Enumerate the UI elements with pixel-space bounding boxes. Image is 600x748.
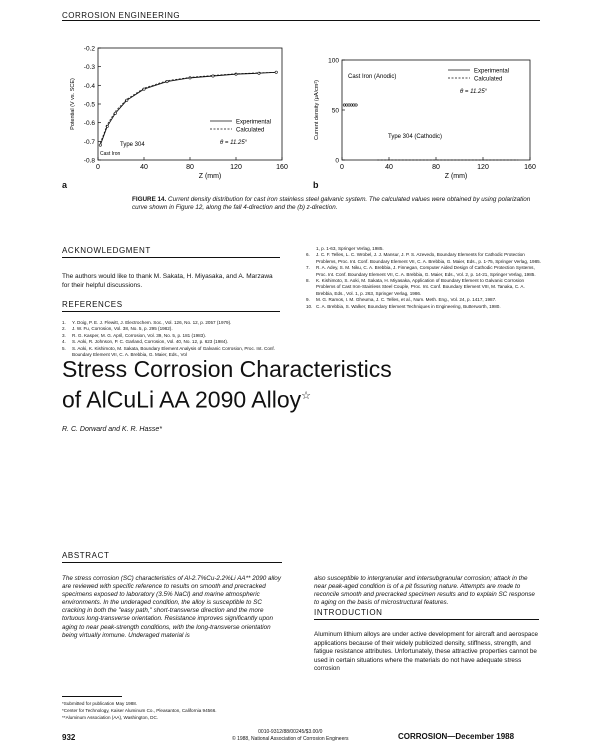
header-rule bbox=[62, 20, 540, 21]
x-tick-label: 160 bbox=[524, 164, 536, 171]
y-tick-label: -0.7 bbox=[83, 138, 95, 146]
reference-text: R. G. Kasper, M. G. April, Corrosion, Vol. 39, No. 5, p. 181 (1983). bbox=[72, 332, 207, 338]
reference-text: Y. Doig, P. E. J. Flewitt, J. Electrochem. Soc., Vol. 126, No. 12, p. 2057 (1979). bbox=[72, 320, 232, 325]
chart-annotation: Type 304 bbox=[120, 142, 145, 148]
figure-caption bbox=[132, 196, 532, 212]
figure-14b-chart bbox=[308, 38, 543, 188]
reference-text: 1, p. 1-63, Springer Verlag, 1985. bbox=[316, 246, 384, 251]
x-tick-label: 0 bbox=[96, 164, 100, 171]
caption-text: Current density distribution for cast iron stainless steel galvanic system. The calculated values were obtained by using polarization curve shown in Figure 12, along the fall 4-direction and the (b) z-direction. bbox=[132, 196, 531, 211]
reference-number: 8. bbox=[306, 278, 310, 284]
y-tick-label: -0.4 bbox=[83, 82, 95, 90]
reference-number: 4. bbox=[62, 339, 66, 345]
data-point bbox=[353, 104, 355, 106]
issn-code: 0010-9312/88/00245/$3.00/0 bbox=[258, 729, 323, 735]
y-tick-label: 100 bbox=[328, 57, 339, 65]
chart-annotation: Cast Iron (Anodic) bbox=[348, 74, 397, 80]
y-tick-label: -0.3 bbox=[83, 64, 95, 72]
y-tick-label: -0.8 bbox=[83, 157, 95, 165]
abstract-continued: also susceptible to intergranular and intersubgranular corrosion; attack in the near peak-aged condition is of a pit fissuring nature. Attempts are made to reconcile smooth and precracked specimen results and to explain SC response to aging on the basis of microstructural features. bbox=[314, 575, 535, 607]
data-point bbox=[99, 144, 101, 146]
panel-label-a: a bbox=[62, 180, 68, 190]
reference-text: M. G. Ramos, I. M. Gheuma, J. C. Telles, et al., Num. Meth. Eng., Vol. 24, p. 1417, 1987. bbox=[316, 297, 497, 303]
journal-header: CORROSION ENGINEERING bbox=[62, 11, 181, 20]
footnote-rule bbox=[62, 696, 122, 697]
y-tick-label: -0.5 bbox=[83, 101, 95, 109]
data-point bbox=[343, 104, 345, 106]
figure-14a-chart bbox=[60, 38, 300, 188]
reference-text: S. Aoki, K. Kishimoto, M. Sakata, Boundary Element Analysis of Galvanic Corrosion, Proc. Int. Conf. Boundary Element VII, C. A. Brebbia, G. Maier, Eds., Vol bbox=[72, 345, 275, 358]
abstract-rule bbox=[62, 562, 282, 563]
x-axis-label: Z (mm) bbox=[444, 173, 468, 180]
ack-heading: ACKNOWLEDGMENT bbox=[62, 246, 151, 255]
y-tick-label: -0.6 bbox=[83, 120, 95, 128]
y-axis-label: Current density (μA/cm²) bbox=[314, 79, 320, 141]
x-axis-label: Z (mm) bbox=[198, 173, 222, 180]
x-tick-label: 160 bbox=[276, 164, 288, 171]
series-line-0 bbox=[100, 72, 276, 145]
footnotes bbox=[62, 700, 282, 721]
reference-number: 1. bbox=[62, 320, 66, 325]
reference-number: 5. bbox=[62, 345, 66, 351]
x-tick-label: 120 bbox=[230, 164, 242, 171]
x-tick-label: 80 bbox=[432, 164, 440, 171]
reference-item bbox=[306, 252, 542, 265]
title-line-2: of AlCuLi AA 2090 Alloy bbox=[62, 386, 302, 413]
refs-left bbox=[62, 320, 280, 358]
data-point bbox=[346, 104, 348, 106]
refs-right bbox=[306, 246, 542, 310]
article-title bbox=[62, 356, 482, 414]
data-point bbox=[258, 72, 260, 74]
copyright-block bbox=[232, 729, 349, 743]
chart-annotation: θ = 11.25° bbox=[460, 89, 488, 95]
data-point bbox=[275, 71, 277, 73]
caption-label: FIGURE 14. bbox=[132, 196, 167, 203]
x-tick-label: 0 bbox=[340, 164, 344, 171]
reference-item bbox=[306, 304, 542, 310]
y-tick-label: 50 bbox=[331, 107, 339, 115]
reference-number: 10. bbox=[306, 303, 313, 309]
reference-item bbox=[306, 278, 542, 297]
data-point bbox=[350, 104, 352, 106]
legend-entry: Experimental bbox=[236, 119, 272, 126]
abstract-text: The stress corrosion (SC) characteristics of Al-2.7%Cu-2.2%Li AA** 2090 alloy are reviewed with specific reference to results on smooth and precracked specimens exposed to laboratory (3.5% NaCl) and marine atmospheric environments. In the underaged condition, the alloy is susceptible to SC cracking in both the "easy path," short-transverse direction and the more tortuous long-transverse orientation. Resistance improves significantly upon aging to near peak-strength conditions, with the long-transverse orientation being virtually immune. Underaged material is bbox=[62, 575, 281, 639]
y-axis-label: Potential (V vs. SCE) bbox=[70, 78, 76, 130]
legend-entry: Calculated bbox=[474, 76, 503, 83]
chart-annotation: Type 304 (Cathodic) bbox=[388, 134, 443, 140]
legend-entry: Calculated bbox=[236, 127, 265, 134]
reference-text: S. Aoki, R. Johnson, P. C. Garland, Corrosion, Vol. 40, No. 12, p. 623 (1984). bbox=[72, 339, 229, 345]
reference-number: 3. bbox=[62, 332, 66, 338]
reference-number: 7. bbox=[306, 265, 310, 271]
footnote-3: **Aluminum Association (AA), Washington, DC. bbox=[62, 715, 159, 720]
chart-annotation: θ = 11.25° bbox=[220, 140, 248, 146]
reference-text: J. C. F. Telles, L. C. Wrobel, J. J. Mansur, J. P. S. Azevedo, Boundary Elements for Cathodic Protection Problems, Proc. Int. Conf. Boundary Element VII, C. A. Brebbia, G. Maier, Eds., p. 1-75, Springer Verlag, 1985. bbox=[316, 252, 541, 264]
ack-text: The authors would like to thank M. Sakata, H. Miyasaka, and A. Marzawa for their helpful discussions. bbox=[62, 273, 273, 289]
x-tick-label: 80 bbox=[186, 164, 194, 171]
reference-text: R. A. Adey, S. M. Niku, C. A. Brebbia, J. Finnegan, Computer Aided Design of Cathodic Protection Systems, Proc. Int. Conf. Boundary Element VII, C. A. Brebbia, G. Maier, Eds., Vol. 2, p. 14-21, Springer Verlag, 1985. bbox=[316, 265, 536, 277]
y-tick-label: 0 bbox=[335, 157, 339, 165]
reference-text: J. W. Fu, Corrosion, Vol. 38, No. 5, p. 295 (1982). bbox=[72, 326, 173, 332]
refs-heading: REFERENCES bbox=[62, 300, 123, 309]
title-footnote-mark: ☆ bbox=[301, 390, 311, 402]
footnote-2: *Center for Technology, Kaiser Aluminum Co., Pleasanton, California 94566. bbox=[62, 708, 217, 713]
ack-rule bbox=[62, 257, 280, 258]
reference-number: 6. bbox=[306, 252, 310, 258]
panel-label-b: b bbox=[313, 180, 319, 190]
footer-journal: CORROSION—December 1988 bbox=[398, 732, 515, 741]
chart-annotation: Cast Iron bbox=[100, 151, 121, 157]
footnote-1: *Submitted for publication May 1988. bbox=[62, 701, 138, 706]
intro-rule bbox=[314, 619, 539, 620]
refs-rule bbox=[62, 311, 280, 312]
x-tick-label: 120 bbox=[477, 164, 489, 171]
intro-heading: INTRODUCTION bbox=[314, 608, 383, 617]
data-point bbox=[355, 104, 357, 106]
copyright-text: © 1988, National Association of Corrosion Engineers bbox=[232, 736, 349, 742]
y-tick-label: -0.2 bbox=[83, 45, 95, 53]
data-point bbox=[348, 104, 350, 106]
reference-number: 9. bbox=[306, 297, 310, 303]
reference-text: K. Kishimoto, S. Aoki, M. Sakata, H. Miyasaka, Application of Boundary Element to Galvanic Corrosion Problems of Cast Iron-Stainless Steel Couple, Proc. Int. Conf. Boundary Element VIII, M. Tanaka, C. A. Brebbia, Eds., Vol. 1, p. 263, Springer Verlag, 1986. bbox=[316, 278, 525, 296]
x-tick-label: 40 bbox=[385, 164, 393, 171]
reference-text: C. A. Brebbia, S. Walker, Boundary Element Techniques in Engineering, Butterworth, 1980. bbox=[316, 303, 501, 309]
legend-entry: Experimental bbox=[474, 68, 510, 75]
abstract-heading: ABSTRACT bbox=[62, 551, 110, 560]
reference-number: 2. bbox=[62, 326, 66, 332]
intro-text: Aluminum lithium alloys are under active development for aircraft and aerospace applications because of their widely publicized density, stiffness, strength, and fatigue resistance attributes. Unfortunately, these attractive properties cannot be used in certain situations where the materials do not have adequate stress corrosion bbox=[314, 631, 539, 673]
authors: R. C. Dorward and K. R. Hasse* bbox=[62, 426, 162, 433]
x-tick-label: 40 bbox=[140, 164, 148, 171]
reference-item bbox=[306, 265, 542, 278]
title-line-1: Stress Corrosion Characteristics bbox=[62, 356, 392, 382]
page-number: 932 bbox=[62, 733, 76, 742]
